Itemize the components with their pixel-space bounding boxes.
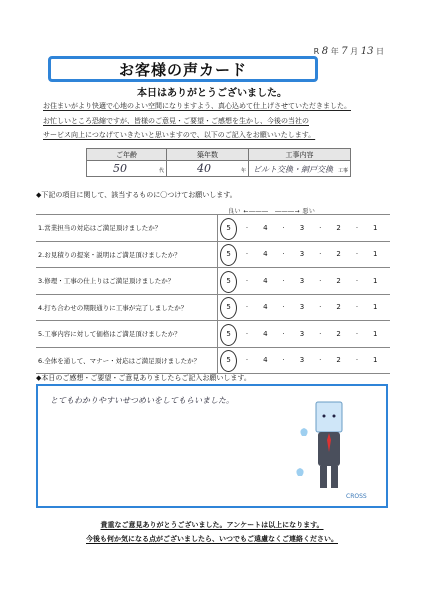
scale-good: 良い bbox=[228, 208, 242, 215]
rating-options: 5 · 4 · 3 · 2 · 1 bbox=[218, 268, 390, 294]
intro-line-3: サービス向上につなげていきたいと思いますので、以下のご記入をお願いいたします。 bbox=[43, 131, 316, 139]
question-text: 6.全体を通して、マナー・対応はご満足頂けましたか？ bbox=[36, 348, 218, 374]
month-label: 月 bbox=[350, 47, 359, 56]
work-unit: 工事 bbox=[337, 168, 348, 174]
rating-option[interactable]: 3 bbox=[299, 250, 305, 259]
mascot-eye bbox=[333, 415, 336, 418]
rating-option[interactable]: 1 bbox=[373, 356, 378, 365]
age-value: 50 bbox=[113, 162, 127, 175]
mascot-leg bbox=[320, 466, 327, 488]
years-cell[interactable] bbox=[167, 161, 249, 177]
question-row bbox=[36, 320, 390, 348]
rating-option[interactable]: 3 bbox=[299, 276, 305, 285]
rating-option[interactable]: 3 bbox=[299, 329, 305, 338]
scale-arrows: ←――― ―――→ bbox=[243, 208, 300, 215]
rating-option[interactable]: 3 bbox=[299, 303, 305, 312]
rating-option[interactable]: 5 bbox=[223, 303, 235, 311]
rating-options: 5 · 4 · 3 · 2 · 1 bbox=[218, 215, 390, 241]
rating-heading: ◆下記の項目に関して、該当するものに〇つけてお願いします。 bbox=[36, 191, 237, 199]
rating-option[interactable]: 1 bbox=[373, 276, 378, 285]
header-work: 工事内容 bbox=[249, 149, 351, 161]
rating-option[interactable]: 2 bbox=[336, 223, 341, 232]
age-cell[interactable] bbox=[87, 161, 167, 177]
mascot-head bbox=[316, 402, 342, 432]
rating-option[interactable]: 2 bbox=[336, 303, 341, 312]
rating-option[interactable]: 1 bbox=[373, 303, 378, 312]
rating-option[interactable]: 5 bbox=[223, 224, 235, 232]
rating-option[interactable]: 4 bbox=[263, 250, 268, 259]
brand-logo: CROSS bbox=[346, 493, 367, 500]
intro-line-1: お住まいがより快適で心地のよい空間になりますよう、真心込めて仕上げさせていただきました。 bbox=[43, 102, 351, 110]
question-list bbox=[36, 214, 390, 373]
date-day: 13 bbox=[360, 46, 374, 57]
question-row bbox=[36, 267, 390, 295]
comment-text: とてもわかりやすいせつめいをしてもらいました。 bbox=[50, 396, 234, 405]
years-unit: 年 bbox=[240, 168, 246, 174]
rating-options: 5 · 4 · 3 · 2 · 1 bbox=[218, 242, 390, 268]
card-title: お客様の声カード bbox=[48, 56, 318, 82]
rating-option[interactable]: 1 bbox=[373, 223, 378, 232]
scale-bad: 悪い bbox=[302, 208, 316, 215]
question-text: 2.お見積りの提案・説明はご満足頂けましたか？ bbox=[36, 242, 218, 268]
rating-option[interactable]: 5 bbox=[223, 330, 235, 338]
header-years: 築年数 bbox=[167, 149, 249, 161]
rating-option[interactable]: 3 bbox=[299, 223, 305, 232]
day-label: 日 bbox=[376, 47, 384, 56]
mascot-eye bbox=[323, 415, 326, 418]
work-cell[interactable] bbox=[249, 161, 351, 177]
question-row bbox=[36, 241, 390, 269]
rating-options: 5 · 4 · 3 · 2 · 1 bbox=[218, 348, 390, 374]
closing-line-1 bbox=[0, 520, 424, 530]
mascot-leg bbox=[331, 466, 338, 488]
greeting: 本日はありがとうございました。 bbox=[137, 88, 287, 99]
rating-options: 5 · 4 · 3 · 2 · 1 bbox=[218, 295, 390, 321]
year-label: 年 bbox=[330, 47, 339, 56]
rating-option[interactable]: 1 bbox=[373, 329, 378, 338]
era-label: R bbox=[313, 47, 320, 56]
age-unit: 代 bbox=[158, 168, 164, 174]
question-row bbox=[36, 294, 390, 322]
rating-option[interactable]: 2 bbox=[336, 250, 341, 259]
date bbox=[314, 46, 384, 57]
rating-option[interactable]: 1 bbox=[373, 250, 378, 259]
rating-option[interactable]: 4 bbox=[263, 303, 268, 312]
date-year: 8 bbox=[321, 46, 329, 57]
rating-option[interactable]: 5 bbox=[223, 250, 235, 258]
rating-option[interactable]: 4 bbox=[263, 356, 268, 365]
mascot-illustration bbox=[294, 396, 367, 504]
question-text: 1.営業担当の対応はご満足頂けましたか？ bbox=[36, 215, 218, 241]
question-text: 4.打ち合わせの期限通りに工事が完了しましたか？ bbox=[36, 295, 218, 321]
heart-icon bbox=[300, 428, 307, 436]
rating-option[interactable]: 5 bbox=[223, 277, 235, 285]
closing-text-2: 今後も何か気になる点がございましたら、いつでもご遠慮なくご連絡ください。 bbox=[86, 535, 338, 543]
intro-line-2: お忙しいところ恐縮ですが、皆様のご意見・ご要望・ご感想を生かし、今後の当社の bbox=[43, 117, 309, 125]
question-text: 3.修理・工事の仕上りはご満足頂けましたか？ bbox=[36, 268, 218, 294]
comment-box[interactable] bbox=[36, 384, 388, 508]
rating-option[interactable]: 2 bbox=[336, 329, 341, 338]
question-text: 5.工事内容に対して価格はご満足頂けましたか？ bbox=[36, 321, 218, 347]
rating-option[interactable]: 4 bbox=[263, 329, 268, 338]
question-row bbox=[36, 347, 390, 375]
closing-line-2 bbox=[0, 534, 424, 544]
heart-icon bbox=[296, 468, 303, 476]
date-month: 7 bbox=[341, 46, 348, 57]
header-age: ご年齢 bbox=[87, 149, 167, 161]
rating-option[interactable]: 2 bbox=[336, 356, 341, 365]
rating-option[interactable]: 4 bbox=[263, 276, 268, 285]
info-table bbox=[86, 148, 351, 177]
question-row bbox=[36, 214, 390, 242]
rating-option[interactable]: 5 bbox=[223, 356, 235, 364]
years-value: 40 bbox=[197, 162, 211, 175]
comment-heading: ◆本日のご感想・ご要望・ご意見ありましたらご記入お願いします。 bbox=[36, 374, 251, 382]
closing-text-1: 貴重なご意見ありがとうございました。アンケートは以上になります。 bbox=[100, 521, 324, 529]
rating-option[interactable]: 4 bbox=[263, 223, 268, 232]
rating-options: 5 · 4 · 3 · 2 · 1 bbox=[218, 321, 390, 347]
rating-option[interactable]: 3 bbox=[299, 356, 305, 365]
work-value: ビルト交換・網戸交換 bbox=[253, 165, 333, 174]
rating-option[interactable]: 2 bbox=[336, 276, 341, 285]
